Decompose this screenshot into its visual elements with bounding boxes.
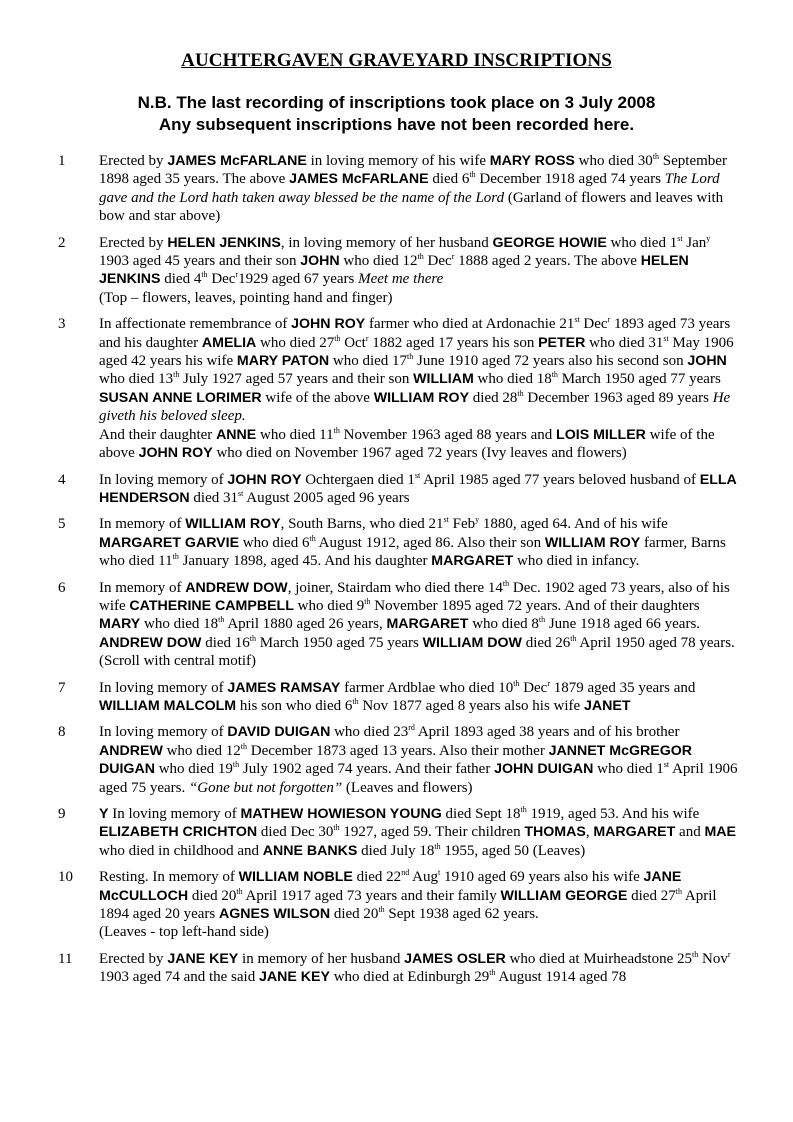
person-name: WILLIAM MALCOLM [99,697,237,714]
text-run: Aug [409,869,438,886]
text-run: farmer Ardblae who died 10 [340,679,514,696]
epitaph: The Lord gave and the Lord hath taken away blessed be the name of the Lord [99,171,720,206]
person-name: MARY [99,616,141,633]
person-name: WILLIAM DOW [422,634,522,651]
person-name: ELIZABETH CRICHTON [99,824,258,841]
ordinal-suffix: rd [408,723,415,733]
text-run: Erected by [99,950,168,967]
ordinal-suffix: r [235,270,239,280]
entry-text [99,950,739,987]
text-run: In memory of [99,516,186,533]
text-run: who died 27 [256,334,335,351]
ordinal-suffix: r [547,678,551,688]
entry-text [99,515,739,570]
ordinal-suffix: st [237,488,244,498]
ordinal-suffix: th [218,615,225,625]
entry-text [99,723,739,797]
person-name: MARY ROSS [489,153,575,169]
person-name: JOHN ROY [291,316,366,333]
ordinal-suffix: nd [401,868,410,878]
person-name: ANNE [216,426,257,443]
entry-number: 5 [58,516,66,533]
ordinal-suffix: y [475,515,480,525]
text-run: died 20 [188,887,237,904]
text-run: farmer, Barns who died 11 [99,534,726,570]
ordinal-suffix: y [706,233,711,243]
ordinal-suffix: th [173,370,180,380]
person-name: PETER [538,334,586,351]
text-run: Erected by [99,153,168,169]
text-run: In loving memory of [99,471,228,488]
person-name: DAVID DUIGAN [227,724,331,741]
ordinal-suffix: th [469,170,476,180]
ordinal-suffix: th [652,152,660,161]
text-run: who died 1 [606,234,678,251]
ordinal-suffix: th [692,949,699,959]
text-run: 1879 aged 35 years and [550,679,696,696]
ordinal-suffix: st [663,333,669,343]
text-run: March 1950 aged 77 years [557,371,721,388]
entry-number: 11 [58,950,73,967]
text-run: Dec [207,271,236,288]
text-run: , in loving memory of her husband [280,234,493,251]
person-name: WILLIAM GEORGE [500,887,628,904]
text-run: who died 12 [162,742,241,759]
text-run: died 16 [201,634,250,651]
person-name: AMELIA [201,334,257,351]
person-name: THOMAS [524,824,586,841]
text-run: who died 6 [239,534,310,551]
text-run: Dec. 1902 aged 73 years, also of his wife [99,579,730,614]
inscription-entry [0,515,793,570]
ordinal-suffix: th [172,552,179,562]
person-name: ANDREW [99,742,163,759]
text-run: who died 17 [329,353,408,370]
text-run: 1893 aged 73 years and his daughter [99,316,731,351]
text-run: who died 12 [339,253,418,270]
person-name: JAMES McFARLANE [289,171,429,188]
ordinal-suffix: st [414,470,421,480]
person-name: CATHERINE CAMPBELL [129,597,294,614]
ordinal-suffix: th [513,678,520,688]
person-name: MARGARET [431,553,514,570]
text-run: April 1894 aged 20 years [99,887,717,923]
text-run: Oct [340,334,366,351]
text-run: And their daughter [99,426,217,443]
person-name: MATHEW HOWIESON YOUNG [240,806,442,822]
text-run: wife of the above [99,426,715,462]
note-line-1: N.B. The last recording of inscriptions took place on 3 July 2008 [137,93,656,112]
person-name: ANDREW DOW [99,634,202,651]
text-run: died 28 [469,389,518,406]
ordinal-suffix: th [417,252,424,262]
ordinal-suffix: th [201,270,208,280]
entry-number: 4 [58,471,66,488]
text-run: died 4 [160,271,202,288]
person-name: JAMES OSLER [404,950,506,967]
ordinal-suffix: th [520,805,527,814]
text-run: who died 19 [154,761,233,778]
person-name: MARGARET [386,616,469,633]
text-run: who died 18 [473,371,552,388]
text-run: (Leaves - top left-hand side) [99,924,269,941]
text-run: August 2005 aged 96 years [243,489,410,506]
ordinal-suffix: th [240,741,247,751]
entry-text [99,152,739,226]
text-run: Ochtergaen died 1 [301,471,415,488]
text-run: (Top – flowers, leaves, pointing hand and finger) [99,289,393,306]
entry-number: 3 [58,316,66,333]
text-run: Feb [448,516,476,533]
text-run: farmer who died at Ardonachie 21 [365,316,575,333]
ordinal-suffix: th [333,425,340,435]
inscription-entry [0,579,793,671]
entry-text [99,471,739,508]
ordinal-suffix: th [551,370,558,380]
entry-number: 10 [58,869,73,886]
text-run: (Garland of flowers and leaves with bow and star above) [99,189,724,225]
text-run: who died in childhood and [99,842,263,859]
text-run: May 1906 aged 42 years his wife [99,334,734,370]
text-run: who died at Edinburgh 29 [329,969,490,986]
entry-number: 1 [58,153,66,169]
inscription-list [0,152,793,995]
ordinal-suffix: th [309,533,316,543]
text-run: 1882 aged 17 years his son [368,334,539,351]
text-run: July 1927 aged 57 years and their son [179,371,414,388]
ordinal-suffix: r [365,333,369,343]
person-name: WILLIAM ROY [185,516,281,533]
person-name: JANE KEY [258,969,330,986]
entry-number: 2 [58,234,66,251]
ordinal-suffix: st [663,760,670,770]
text-run: November 1895 aged 72 years. And of their daughters [370,597,700,614]
text-run: died Sept 18 [441,806,521,822]
person-name: Y [99,806,109,822]
text-run: (Leaves and flowers) [342,779,473,796]
entry-text [99,234,739,308]
epitaph: Meet me there [358,271,444,288]
inscription-entry [0,868,793,942]
inscription-entry [0,805,793,860]
person-name: MAE [704,824,736,841]
text-run: Dec [579,316,608,333]
ordinal-suffix: th [232,760,240,770]
person-name: SUSAN ANNE LORIMER [99,389,262,406]
person-name: JOHN ROY [227,471,302,488]
text-run: 1880, aged 64. And of his wife [479,516,668,533]
person-name: JANNET McGREGOR DUIGAN [99,742,693,778]
inscription-entry [0,950,793,987]
person-name: HELEN JENKINS [99,253,689,288]
text-run: April 1906 aged 75 years. [99,761,738,796]
ordinal-suffix: st [677,233,683,243]
ordinal-suffix: th [489,968,496,978]
text-run: December 1873 aged 13 years. Also their mother [247,742,549,759]
entry-number: 7 [58,679,66,696]
entry-number: 9 [58,806,66,822]
text-run: June 1918 aged 66 years. [545,616,701,633]
person-name: ELLA HENDERSON [99,471,737,506]
text-run: who died in infancy. [513,553,640,570]
person-name: JAMES RAMSAY [227,679,341,696]
epitaph: “Gone but not forgotten” [188,779,343,796]
text-run: September 1898 aged 35 years. The above [99,153,727,188]
ordinal-suffix: st [443,515,449,525]
text-run: Nov 1877 aged 8 years also his wife [358,697,584,714]
text-run: died Dec 30 [257,824,334,841]
text-run: who died 18 [140,616,219,633]
text-run: died 26 [521,634,571,651]
inscription-entry [0,315,793,462]
person-name: HELEN JENKINS [167,234,281,251]
person-name: WILLIAM NOBLE [238,869,353,886]
text-run: Erected by [99,234,168,251]
ordinal-suffix: th [249,633,257,643]
ordinal-suffix: r [727,949,731,959]
entry-text [99,805,739,860]
person-name: JOHN [300,253,340,270]
ordinal-suffix: th [407,352,414,362]
text-run: December 1963 aged 89 years [523,389,713,406]
inscription-entry [0,152,793,226]
ordinal-suffix: th [364,596,371,606]
inscription-entry [0,723,793,797]
text-run: January 1898, aged 45. And his daughter [178,553,432,570]
person-name: JAMES McFARLANE [167,153,307,169]
text-run: In loving memory of [99,724,228,741]
inscription-entry [0,234,793,308]
text-run: April 1985 aged 77 years beloved husband of [420,471,700,488]
text-run: died 20 [330,906,379,923]
ordinal-suffix: th [538,615,546,625]
text-run: who died 23 [330,724,409,741]
ordinal-suffix: th [675,886,682,896]
inscription-entry [0,679,793,716]
text-run: Dec [423,253,452,270]
page-title: AUCHTERGAVEN GRAVEYARD INSCRIPTIONS [181,50,612,71]
text-run: who died 9 [293,597,365,614]
person-name: JOHN ROY [138,445,213,462]
ordinal-suffix: th [236,886,243,896]
text-run: Nov [698,950,728,967]
text-run: December 1918 aged 74 years [475,171,665,188]
inscription-entry [0,471,793,508]
text-run: 1910 aged 69 years also his wife [440,869,644,886]
text-run: 1919, aged 53. And his wife [526,806,700,822]
person-name: WILLIAM ROY [373,389,470,406]
text-run: August 1914 aged 78 [495,969,627,986]
entry-text [99,868,739,942]
ordinal-suffix: r [607,315,611,325]
ordinal-suffix: th [378,905,385,915]
text-run: In loving memory of [99,679,228,696]
text-run: 1903 aged 74 and the said [99,969,259,986]
person-name: MARY PATON [236,353,330,370]
person-name: MARGARET [593,824,676,841]
text-run: July 1902 aged 74 years. And their father [239,761,495,778]
note-line-2: Any subsequent inscriptions have not been recorded here. [158,115,635,134]
text-run: Sept 1938 aged 62 years. [384,906,539,923]
person-name: JANE McCULLOCH [99,869,682,904]
person-name: LOIS MILLER [556,426,646,443]
text-run: April 1917 aged 73 years and their family [242,887,501,904]
ordinal-suffix: r [451,252,455,262]
text-run: 1927, aged 59. Their children [339,824,525,841]
text-run: November 1963 aged 88 years and [339,426,557,443]
person-name: JANET [583,697,631,714]
ordinal-suffix: th [517,388,524,398]
text-run: March 1950 aged 75 years [256,634,423,651]
text-run: who died 1 [593,761,664,778]
text-run: wife of the above [261,389,374,406]
text-run: died 31 [189,489,238,506]
entry-text [99,679,739,716]
person-name: JOHN [687,353,727,370]
ordinal-suffix: th [352,696,359,706]
entry-number: 6 [58,579,66,596]
text-run: died July 18 [357,842,435,859]
text-run: 1888 aged 2 years. The above [454,253,641,270]
text-run: 1903 aged 45 years and their son [99,253,301,270]
text-run: April 1880 aged 26 years, [224,616,387,633]
person-name: GEORGE HOWIE [492,234,607,251]
person-name: ANNE BANKS [262,842,358,859]
person-name: WILLIAM ROY [544,534,641,551]
ordinal-suffix: th [502,578,510,588]
person-name: AGNES WILSON [218,906,331,923]
text-run: , [585,824,594,841]
person-name: JANE KEY [167,950,239,967]
text-run: who died on November 1967 aged 72 years (Ivy leaves and flowers) [212,445,627,462]
ordinal-suffix: th [334,333,341,343]
recording-note [0,92,793,136]
text-run: June 1910 aged 72 years also his second son [413,353,688,370]
text-run: , South Barns, who died 21 [280,516,444,533]
text-run: Dec [519,679,548,696]
text-run: who died 13 [99,371,174,388]
entry-text [99,315,739,462]
text-run: who died 30 [574,153,653,169]
epitaph: He giveth his beloved sleep. [99,389,731,425]
person-name: JOHN DUIGAN [494,761,594,778]
ordinal-suffix: th [333,823,340,833]
text-run: died 27 [627,887,676,904]
text-run: died 22 [352,869,402,886]
entry-number: 8 [58,724,66,741]
person-name: ANDREW DOW [185,579,288,596]
text-run: died 6 [428,171,470,188]
ordinal-suffix: th [570,633,577,643]
text-run: who died 11 [256,426,334,443]
text-run: 1955, aged 50 (Leaves) [440,842,586,859]
text-run: who died at Muirheadstone 25 [505,950,693,967]
text-run: who died 8 [468,616,539,633]
text-run: In loving memory of [108,806,241,822]
ordinal-suffix: t [437,868,441,878]
text-run: his son who died 6 [236,697,353,714]
text-run: April 1950 aged 78 years. (Scroll with central motif) [99,634,735,670]
text-run: 1929 aged 67 years [238,271,359,288]
text-run: who died 31 [585,334,664,351]
text-run: Resting. In memory of [99,869,239,886]
text-run: April 1893 aged 38 years and of his brother [414,724,680,741]
ordinal-suffix: th [434,841,441,851]
ordinal-suffix: st [574,315,580,325]
text-run: in memory of her husband [238,950,405,967]
text-run: Jan [682,234,707,251]
person-name: MARGARET GARVIE [99,534,240,551]
person-name: WILLIAM [413,371,474,388]
text-run: in loving memory of his wife [306,153,490,169]
text-run: August 1912, aged 86. Also their son [315,534,545,551]
text-run: and [675,824,705,841]
text-run: , joiner, Stairdam who died there 14 [287,579,503,596]
entry-text [99,579,739,671]
text-run: In affectionate remembrance of [99,316,292,333]
text-run: In memory of [99,579,186,596]
